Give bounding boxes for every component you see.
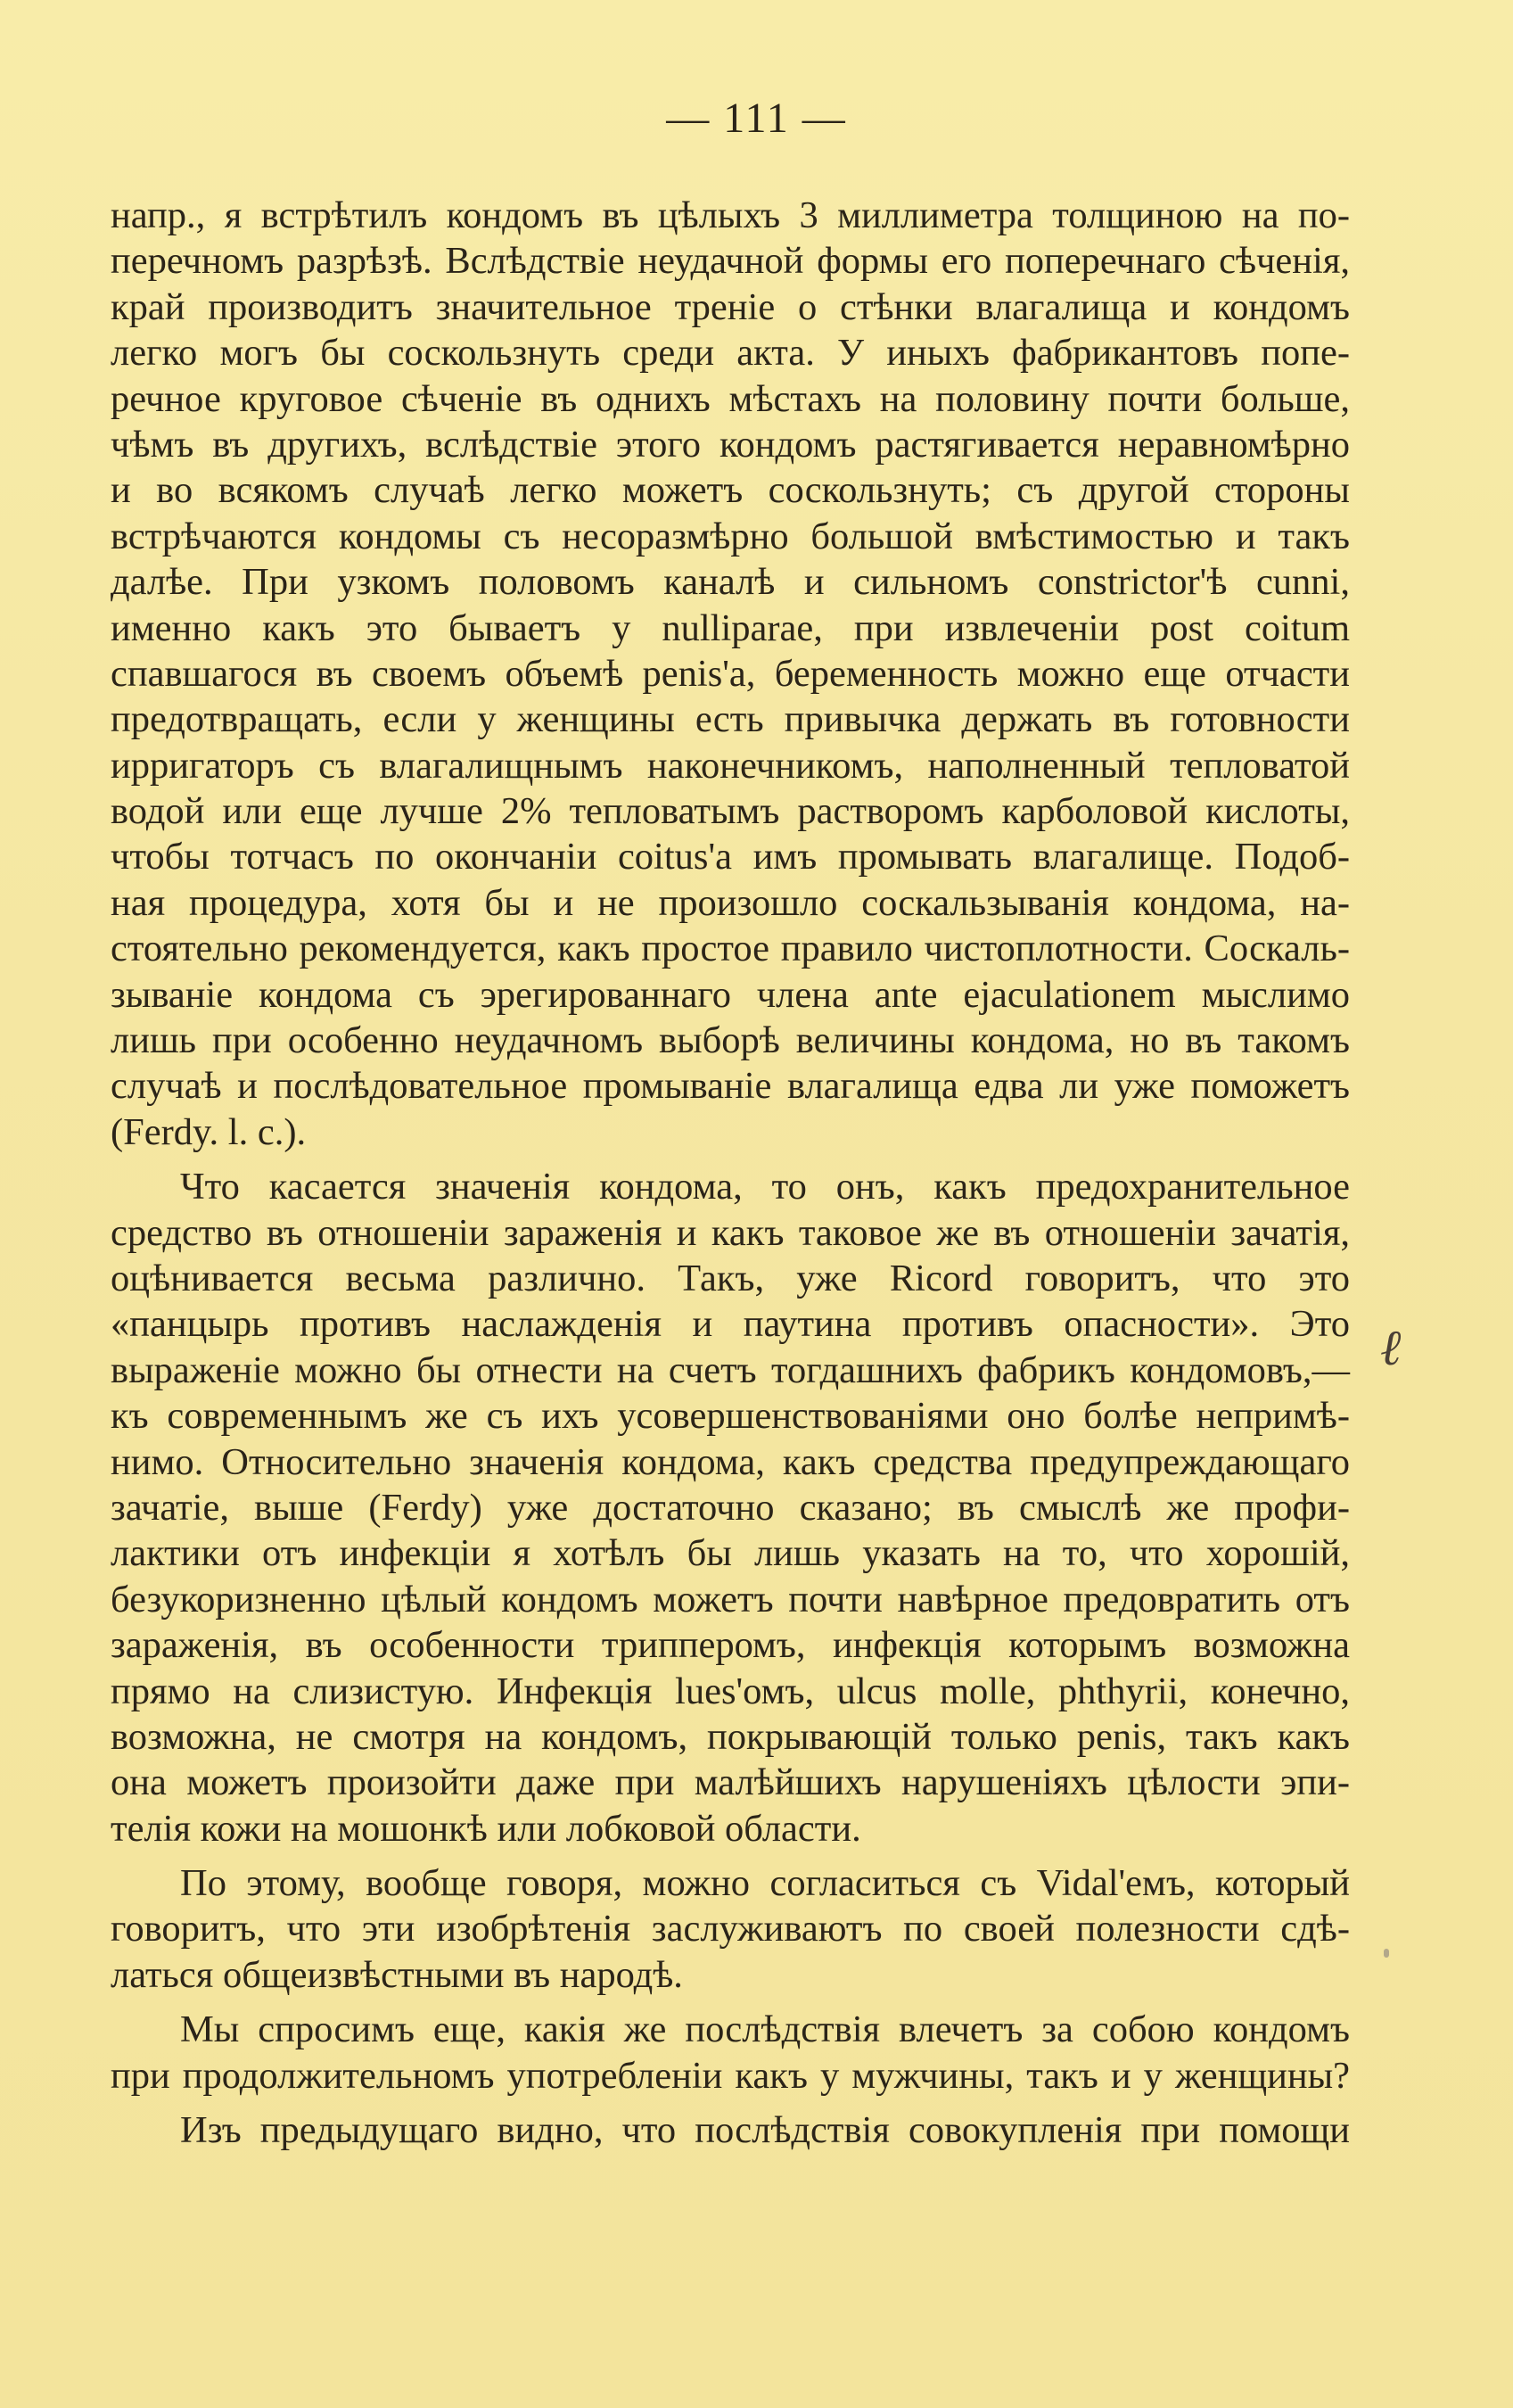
text-line: зачатіе, выше (Ferdy) уже достаточно сказано; въ смыслѣ же профи-	[111, 1486, 1350, 1529]
text-line: зываніе кондома съ эрегированнаго члена ante ejaculationem мыслимо	[111, 973, 1350, 1016]
margin-annotation: ℓ	[1380, 1321, 1402, 1376]
text-line: она можетъ произойти даже при малѣйшихъ нарушеніяхъ цѣлости эпи-	[111, 1761, 1350, 1804]
text-line: зараженія, въ особенности трипперомъ, инфекція которымъ возможна	[111, 1624, 1350, 1667]
text-line: безукоризненно цѣлый кондомъ можетъ почти навѣрное предовратить отъ	[111, 1578, 1350, 1620]
text-line: возможна, не смотря на кондомъ, покрывающій только penis, такъ какъ	[111, 1715, 1350, 1758]
text-line: и во всякомъ случаѣ легко можетъ соскользнуть; съ другой стороны	[111, 469, 1350, 512]
text-line: ирригаторъ съ влагалищнымъ наконечникомъ, наполненный тепловатой	[111, 744, 1350, 787]
text-line: По этому, вообще говоря, можно согласиться съ Vidal'емъ, который	[180, 1862, 1350, 1905]
text-line: лишь при особенно неудачномъ выборѣ величины кондома, но въ такомъ	[111, 1019, 1350, 1062]
text-line: случаѣ и послѣдовательное промываніе влагалища едва ли уже поможетъ	[111, 1065, 1350, 1108]
text-line: латься общеизвѣстными въ народѣ.	[111, 1953, 683, 1996]
text-line: средство въ отношеніи зараженія и какъ таковое же въ отношеніи зачатія,	[111, 1211, 1350, 1254]
text-line: легко могъ бы соскользнуть среди акта. У иныхъ фабрикантовъ попе-	[111, 332, 1350, 375]
text-line: Мы спросимъ еще, какія же послѣдствія влечетъ за собою кондомъ	[180, 2008, 1350, 2051]
text-line: речное круговое сѣченіе въ однихъ мѣстахъ на половину почти больше,	[111, 377, 1350, 420]
text-line: нимо. Относительно значенія кондома, какъ средства предупреждающаго	[111, 1440, 1350, 1483]
text-line: напр., я встрѣтилъ кондомъ въ цѣлыхъ 3 миллиметра толщиною на по-	[111, 194, 1350, 236]
page-number: — 111 —	[666, 95, 847, 142]
text-line: лактики отъ инфекціи я хотѣлъ бы лишь указать на то, что хорошій,	[111, 1532, 1350, 1575]
body-text	[111, 193, 1350, 2153]
text-line: ная процедура, хотя бы и не произошло соскальзыванія кондома, на-	[111, 881, 1350, 924]
text-line: говоритъ, что эти изобрѣтенія заслуживаютъ по своей полезности сдѣ-	[111, 1908, 1350, 1950]
text-line: предотвращать, если у женщины есть привычка держать въ готовности	[111, 698, 1350, 741]
text-line: телія кожи на мошонкѣ или лобковой области.	[111, 1807, 861, 1850]
text-line: встрѣчаются кондомы съ несоразмѣрно большой вмѣстимостью и такъ	[111, 515, 1350, 557]
text-line: чѣмъ въ другихъ, вслѣдствіе этого кондомъ растягивается неравномѣрно	[111, 423, 1350, 466]
text-line: далѣе. При узкомъ половомъ каналѣ и сильномъ constrictor'ѣ cunni,	[111, 561, 1350, 604]
text-line: «панцырь противъ наслажденія и паутина противъ опасности». Это	[111, 1303, 1350, 1346]
text-line: именно какъ это бываетъ у nulliparae, при извлеченіи post coitum	[111, 606, 1350, 649]
text-line: къ современнымъ же съ ихъ усовершенствованіями оно болѣе непримѣ-	[111, 1395, 1350, 1438]
text-line: прямо на слизистую. Инфекція lues'омъ, ulcus molle, phthyrii, конечно,	[111, 1670, 1350, 1712]
text-line: выраженіе можно бы отнести на счетъ тогдашнихъ фабрикъ кондомовъ,—	[111, 1348, 1350, 1391]
text-line: при продолжительномъ употребленіи какъ у мужчины, такъ и у женщины?	[111, 2054, 1350, 2097]
text-line: Изъ предыдущаго видно, что послѣдствія совокупленія при помощи	[180, 2109, 1350, 2152]
text-line: оцѣнивается весьма различно. Такъ, уже Ricord говоритъ, что это	[111, 1257, 1350, 1299]
text-line: край производитъ значительное треніе о стѣнки влагалища и кондомъ	[111, 285, 1350, 328]
text-line: перечномъ разрѣзѣ. Вслѣдствіе неудачной формы его поперечнаго сѣченія,	[111, 240, 1350, 283]
text-line: спавшагося въ своемъ объемѣ penis'a, беременность можно еще отчасти	[111, 652, 1350, 695]
text-line: чтобы тотчасъ по окончаніи coitus'a имъ промывать влагалище. Подоб-	[111, 836, 1350, 878]
text-line: водой или еще лучше 2% тепловатымъ растворомъ карболовой кислоты,	[111, 790, 1350, 833]
text-line: (Ferdy. l. c.).	[111, 1110, 307, 1153]
text-line: Что касается значенія кондома, то онъ, какъ предохранительное	[180, 1166, 1350, 1208]
margin-spot	[1384, 1949, 1389, 1958]
text-line: стоятельно рекомендуется, какъ простое правило чистоплотности. Соскаль-	[111, 928, 1350, 970]
